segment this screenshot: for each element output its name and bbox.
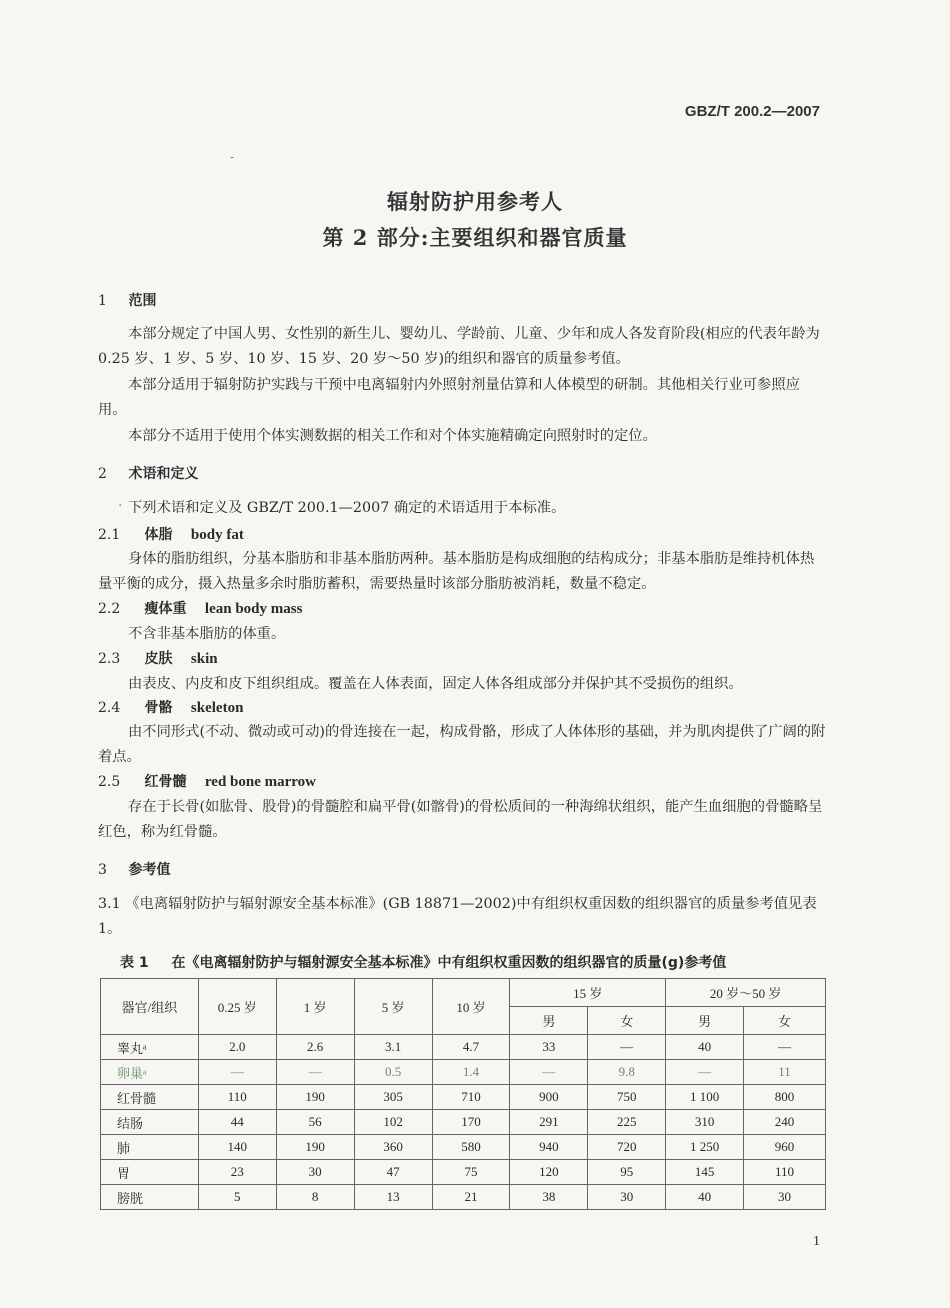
section-title: 参考值 <box>128 862 171 878</box>
definition-2-4-text: 由不同形式(不动、微动或可动)的骨连接在一起，构成骨骼，形成了人体体形的基础，并为肌肉提供了广阔的附着点。 <box>98 724 826 765</box>
value-cell: 40 <box>666 1185 744 1210</box>
definition-number: 2.3 <box>98 651 121 667</box>
definition-2-4-heading <box>98 697 243 717</box>
value-cell: 4.7 <box>432 1035 510 1060</box>
value-cell: 120 <box>510 1160 588 1185</box>
value-cell: 8 <box>276 1185 354 1210</box>
definition-2-5-text: 存在于长骨(如肱骨、股骨)的骨髓腔和扁平骨(如髂骨)的骨松质间的一种海绵状组织，能产生血细胞的骨髓略呈红色，称为红骨髓。 <box>98 799 823 840</box>
organ-name-cell: 睾丸ᵃ <box>101 1035 199 1060</box>
value-cell: 30 <box>744 1185 826 1210</box>
value-cell: 580 <box>432 1135 510 1160</box>
standard-code: GBZ/T 200.2—2007 <box>684 103 820 120</box>
section-number: 2 <box>98 466 107 482</box>
value-cell: — <box>198 1060 276 1085</box>
value-cell: 9.8 <box>588 1060 666 1085</box>
value-cell: 900 <box>510 1085 588 1110</box>
value-cell: 21 <box>432 1185 510 1210</box>
definition-2-3-text: 由表皮、内皮和皮下组织组成。覆盖在人体表面，固定人体各组成部分并保护其不受损伤的组织。 <box>128 676 743 692</box>
value-cell: 33 <box>510 1035 588 1060</box>
stray-mark: - <box>230 150 235 164</box>
value-cell: 750 <box>588 1085 666 1110</box>
value-cell: 960 <box>744 1135 826 1160</box>
value-cell: 240 <box>744 1110 826 1135</box>
value-cell: — <box>276 1060 354 1085</box>
header-male: 男 <box>510 1007 588 1035</box>
table-title: 在《电离辐射防护与辐射源安全基本标准》中有组织权重因数的组织器官的质量(g)参考值 <box>171 955 727 971</box>
definition-2-2-text: 不含非基本脂肪的体重。 <box>128 626 286 642</box>
section-3-heading <box>98 859 170 879</box>
organ-mass-table <box>100 978 826 1210</box>
definition-term-en: lean body mass <box>204 601 303 617</box>
definition-term-cn: 骨骼 <box>144 700 173 716</box>
table-number: 表 1 <box>120 955 149 971</box>
table-caption <box>120 952 726 972</box>
document-subtitle: 第 2 部分:主要组织和器官质量 <box>322 225 628 250</box>
value-cell: 3.1 <box>354 1035 432 1060</box>
value-cell: — <box>666 1060 744 1085</box>
value-cell: — <box>510 1060 588 1085</box>
value-cell: 30 <box>588 1185 666 1210</box>
value-cell: 11 <box>744 1060 826 1085</box>
organ-name-cell: 膀胱 <box>101 1185 199 1210</box>
definition-term-en: skin <box>190 651 218 667</box>
table-row <box>101 1110 826 1135</box>
definition-2-3-heading <box>98 648 218 668</box>
value-cell: 56 <box>276 1110 354 1135</box>
table-row <box>101 1160 826 1185</box>
value-cell: 170 <box>432 1110 510 1135</box>
definition-number: 2.5 <box>98 774 121 790</box>
table-row <box>101 1185 826 1210</box>
value-cell: 75 <box>432 1160 510 1185</box>
value-cell: 225 <box>588 1110 666 1135</box>
value-cell: 110 <box>744 1160 826 1185</box>
value-cell: 720 <box>588 1135 666 1160</box>
scope-paragraph-1: 本部分规定了中国人男、女性别的新生儿、婴幼儿、学龄前、儿童、少年和成人各发育阶段(相应的代表年龄为 0.25 岁、1 岁、5 岁、10 岁、15 岁、20 岁～50 岁)的组织和器官的质量参考值。 <box>98 326 820 367</box>
definition-term-en: red bone marrow <box>204 774 317 790</box>
definition-2-1-heading <box>98 524 244 544</box>
value-cell: 23 <box>198 1160 276 1185</box>
value-cell: 1 100 <box>666 1085 744 1110</box>
definition-term-cn: 体脂 <box>144 527 173 543</box>
header-age-15: 15 岁 <box>510 979 666 1007</box>
header-female: 女 <box>588 1007 666 1035</box>
definition-term-cn: 红骨髓 <box>144 774 187 790</box>
definition-term-en: skeleton <box>190 700 244 716</box>
reference-intro: 3.1 《电离辐射防护与辐射源安全基本标准》(GB 18871—2002)中有组织权重因数的组织器官的质量参考值见表 1。 <box>98 896 817 937</box>
value-cell: 2.6 <box>276 1035 354 1060</box>
value-cell: 310 <box>666 1110 744 1135</box>
value-cell: 190 <box>276 1085 354 1110</box>
definition-number: 2.1 <box>98 527 121 543</box>
definition-number: 2.4 <box>98 700 121 716</box>
document-title: 辐射防护用参考人 <box>387 189 563 214</box>
value-cell: 102 <box>354 1110 432 1135</box>
header-male: 男 <box>666 1007 744 1035</box>
bullet-dot: · <box>118 498 123 514</box>
definition-2-1-text: 身体的脂肪组织，分基本脂肪和非基本脂肪两种。基本脂肪是构成细胞的结构成分；非基本脂肪是维持机体热量平衡的成分，摄入热量多余时脂肪蓄积，需要热量时该部分脂肪被消耗，数量不稳定。 <box>98 551 815 592</box>
value-cell: 110 <box>198 1085 276 1110</box>
value-cell: 1 250 <box>666 1135 744 1160</box>
definition-2-5-heading <box>98 771 316 791</box>
value-cell: 800 <box>744 1085 826 1110</box>
value-cell: 40 <box>666 1035 744 1060</box>
header-age-20-50: 20 岁～50 岁 <box>666 979 826 1007</box>
value-cell: 1.4 <box>432 1060 510 1085</box>
definition-term-cn: 皮肤 <box>144 651 173 667</box>
definition-term-cn: 瘦体重 <box>144 601 187 617</box>
value-cell: 5 <box>198 1185 276 1210</box>
header-age-0-25: 0.25 岁 <box>198 979 276 1035</box>
table-row <box>101 1135 826 1160</box>
organ-name-cell: 红骨髓 <box>101 1085 199 1110</box>
value-cell: 940 <box>510 1135 588 1160</box>
value-cell: — <box>588 1035 666 1060</box>
section-2-heading <box>98 463 198 483</box>
header-female: 女 <box>744 1007 826 1035</box>
organ-name-cell: 胃 <box>101 1160 199 1185</box>
terms-intro: 下列术语和定义及 GBZ/T 200.1—2007 确定的术语适用于本标准。 <box>128 500 566 516</box>
value-cell: 145 <box>666 1160 744 1185</box>
header-age-1: 1 岁 <box>276 979 354 1035</box>
definition-number: 2.2 <box>98 601 121 617</box>
table-row <box>101 1060 826 1085</box>
section-number: 3 <box>98 862 107 878</box>
value-cell: 0.5 <box>354 1060 432 1085</box>
value-cell: — <box>744 1035 826 1060</box>
table-row <box>101 1085 826 1110</box>
value-cell: 95 <box>588 1160 666 1185</box>
header-organ: 器官/组织 <box>101 979 199 1035</box>
scope-paragraph-3: 本部分不适用于使用个体实测数据的相关工作和对个体实施精确定向照射时的定位。 <box>128 428 657 444</box>
section-title: 范围 <box>128 293 157 309</box>
section-1-heading <box>98 290 156 310</box>
organ-name-cell: 肺 <box>101 1135 199 1160</box>
value-cell: 2.0 <box>198 1035 276 1060</box>
value-cell: 13 <box>354 1185 432 1210</box>
scope-paragraph-2: 本部分适用于辐射防护实践与干预中电离辐射内外照射剂量估算和人体模型的研制。其他相关行业可参照应用。 <box>98 377 800 418</box>
value-cell: 30 <box>276 1160 354 1185</box>
header-age-10: 10 岁 <box>432 979 510 1035</box>
value-cell: 360 <box>354 1135 432 1160</box>
table-row <box>101 1035 826 1060</box>
organ-name-cell: 卵巢ᵃ <box>101 1060 199 1085</box>
definition-2-2-heading <box>98 598 302 618</box>
value-cell: 291 <box>510 1110 588 1135</box>
value-cell: 190 <box>276 1135 354 1160</box>
definition-term-en: body fat <box>190 527 244 543</box>
section-number: 1 <box>98 293 107 309</box>
page-number: 1 <box>813 1234 820 1249</box>
value-cell: 47 <box>354 1160 432 1185</box>
value-cell: 44 <box>198 1110 276 1135</box>
section-title: 术语和定义 <box>128 466 199 482</box>
value-cell: 140 <box>198 1135 276 1160</box>
value-cell: 38 <box>510 1185 588 1210</box>
header-age-5: 5 岁 <box>354 979 432 1035</box>
value-cell: 710 <box>432 1085 510 1110</box>
organ-name-cell: 结肠 <box>101 1110 199 1135</box>
value-cell: 305 <box>354 1085 432 1110</box>
